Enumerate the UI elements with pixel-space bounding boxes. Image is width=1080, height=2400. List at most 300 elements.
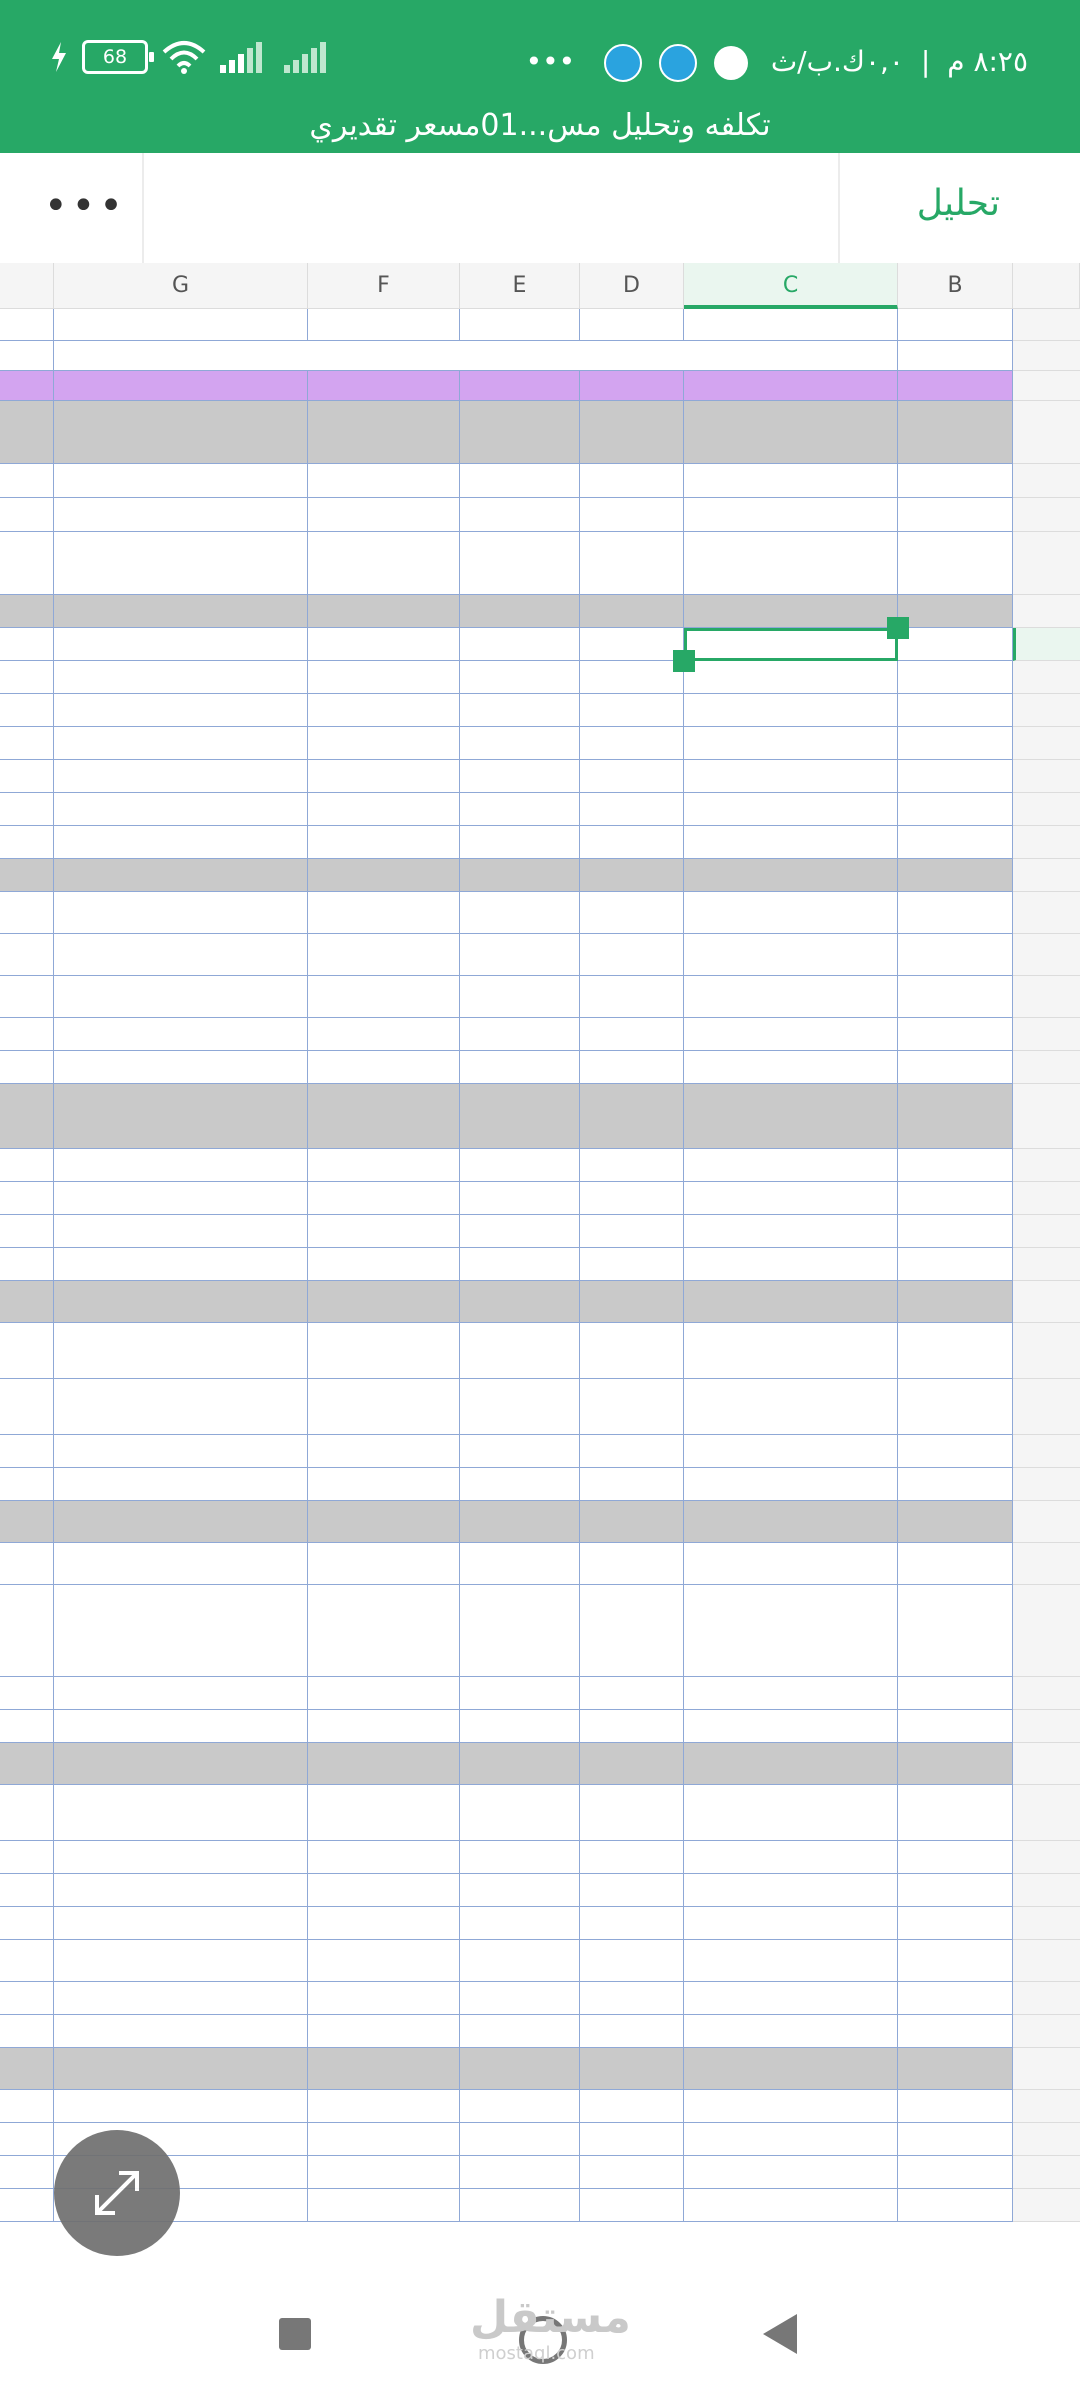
cell-f[interactable] <box>308 628 460 661</box>
cell-d[interactable] <box>580 1940 684 1982</box>
cell-b[interactable] <box>898 401 1013 464</box>
selection-handle-start[interactable] <box>887 617 909 639</box>
cell-d[interactable] <box>580 1182 684 1215</box>
cell-d[interactable] <box>580 1379 684 1435</box>
row-number[interactable] <box>1013 1677 1080 1710</box>
row-number[interactable] <box>1013 1182 1080 1215</box>
row-number[interactable] <box>1013 1323 1080 1379</box>
cell-g[interactable] <box>54 1018 308 1051</box>
cell[interactable] <box>580 1501 684 1543</box>
cell-g[interactable] <box>54 727 308 760</box>
cell[interactable] <box>54 309 308 341</box>
cell-d[interactable] <box>580 934 684 976</box>
cell[interactable] <box>898 1585 1013 1677</box>
cell[interactable] <box>308 1468 460 1501</box>
cell-c[interactable] <box>684 661 898 694</box>
row-number[interactable] <box>1013 1215 1080 1248</box>
cell[interactable] <box>0 1149 54 1182</box>
cell-f[interactable] <box>308 1182 460 1215</box>
cell-g[interactable] <box>54 532 308 595</box>
cell[interactable] <box>0 1281 54 1323</box>
cell-g[interactable] <box>54 1543 308 1585</box>
cell[interactable] <box>460 1084 580 1149</box>
tab-analysis[interactable]: تحليل <box>916 183 1000 224</box>
cell[interactable] <box>580 1248 684 1281</box>
cell[interactable] <box>898 341 1013 371</box>
cell-f[interactable] <box>308 1874 460 1907</box>
cell-d[interactable] <box>580 1215 684 1248</box>
cell-d[interactable] <box>580 595 684 628</box>
cell[interactable] <box>54 2015 308 2048</box>
cell[interactable] <box>898 2015 1013 2048</box>
cell-g[interactable] <box>54 1501 308 1543</box>
cell-d[interactable] <box>580 694 684 727</box>
cell-f[interactable] <box>308 1149 460 1182</box>
row-number[interactable] <box>1013 628 1080 661</box>
cell[interactable] <box>0 401 54 464</box>
cell[interactable] <box>308 1743 460 1785</box>
cell-d[interactable] <box>580 1874 684 1907</box>
cell[interactable] <box>0 1710 54 1743</box>
cell[interactable] <box>54 1468 308 1501</box>
cell[interactable] <box>460 826 580 859</box>
row-number[interactable] <box>1013 498 1080 532</box>
cell[interactable] <box>0 341 54 371</box>
cell[interactable] <box>0 1677 54 1710</box>
cell[interactable] <box>898 793 1013 826</box>
cell[interactable] <box>308 826 460 859</box>
cell-d[interactable] <box>580 1677 684 1710</box>
cell-c[interactable] <box>684 2189 898 2222</box>
cell-d[interactable] <box>580 2156 684 2189</box>
cell[interactable] <box>460 309 580 341</box>
cell-d[interactable] <box>580 2123 684 2156</box>
cell-g[interactable] <box>54 498 308 532</box>
cell-e[interactable] <box>460 2123 580 2156</box>
cell-d[interactable] <box>580 498 684 532</box>
cell-d[interactable] <box>580 1018 684 1051</box>
cell-f[interactable] <box>308 892 460 934</box>
cell-g[interactable] <box>54 401 308 464</box>
cell-f[interactable] <box>308 2189 460 2222</box>
cell-f[interactable] <box>308 1585 460 1677</box>
cell[interactable] <box>460 1248 580 1281</box>
cell-g[interactable] <box>54 793 308 826</box>
cell[interactable] <box>580 401 684 464</box>
cell-c[interactable] <box>684 1323 898 1379</box>
row-number[interactable] <box>1013 760 1080 793</box>
cell[interactable] <box>308 1084 460 1149</box>
cell[interactable] <box>898 498 1013 532</box>
fullscreen-button[interactable] <box>54 2130 180 2256</box>
cell[interactable] <box>54 826 308 859</box>
cell-e[interactable] <box>460 793 580 826</box>
cell[interactable] <box>0 532 54 595</box>
cell-d[interactable] <box>580 532 684 595</box>
cell[interactable] <box>0 661 54 694</box>
row-number[interactable] <box>1013 595 1080 628</box>
cell-f[interactable] <box>308 1940 460 1982</box>
cell[interactable] <box>0 1248 54 1281</box>
cell-c[interactable] <box>684 2156 898 2189</box>
cell-d[interactable] <box>580 661 684 694</box>
cell[interactable] <box>898 1841 1013 1874</box>
row-number[interactable] <box>1013 2156 1080 2189</box>
cell[interactable] <box>308 1710 460 1743</box>
cell[interactable] <box>460 2015 580 2048</box>
cell-c[interactable] <box>684 1543 898 1585</box>
cell-g[interactable] <box>54 1084 308 1149</box>
cell[interactable] <box>898 628 1013 661</box>
header-cell-g[interactable] <box>54 371 308 401</box>
cell[interactable] <box>0 628 54 661</box>
cell-e[interactable] <box>460 1940 580 1982</box>
row-number[interactable] <box>1013 1051 1080 1084</box>
row-number[interactable] <box>1013 1018 1080 1051</box>
row-number[interactable] <box>1013 2048 1080 2090</box>
cell[interactable] <box>684 1248 898 1281</box>
row-number[interactable] <box>1013 1435 1080 1468</box>
cell-g[interactable] <box>54 2048 308 2090</box>
cell[interactable] <box>308 1501 460 1543</box>
cell[interactable] <box>0 2156 54 2189</box>
cell[interactable] <box>308 859 460 892</box>
cell-e[interactable] <box>460 859 580 892</box>
row-number[interactable] <box>1013 532 1080 595</box>
cell-d[interactable] <box>580 892 684 934</box>
row-number[interactable] <box>1013 727 1080 760</box>
cell-c[interactable] <box>684 727 898 760</box>
column-header-d[interactable]: D <box>580 263 684 309</box>
cell-e[interactable] <box>460 694 580 727</box>
cell-d[interactable] <box>580 1982 684 2015</box>
cell-c[interactable] <box>684 1677 898 1710</box>
cell-g[interactable] <box>54 628 308 661</box>
cell[interactable] <box>898 1543 1013 1585</box>
cell-e[interactable] <box>460 1982 580 2015</box>
cell-e[interactable] <box>460 934 580 976</box>
cell-d[interactable] <box>580 793 684 826</box>
cell[interactable] <box>54 1248 308 1281</box>
cell-f[interactable] <box>308 1785 460 1841</box>
cell-f[interactable] <box>308 1982 460 2015</box>
cell-g[interactable] <box>54 1874 308 1907</box>
cell[interactable] <box>898 309 1013 341</box>
cell-g[interactable] <box>54 1841 308 1874</box>
column-header-e[interactable]: E <box>460 263 580 309</box>
cell[interactable] <box>580 1743 684 1785</box>
cell[interactable] <box>0 1084 54 1149</box>
cell[interactable] <box>898 826 1013 859</box>
selection-handle-end[interactable] <box>673 650 695 672</box>
cell-f[interactable] <box>308 1379 460 1435</box>
cell-d[interactable] <box>580 1323 684 1379</box>
cell-e[interactable] <box>460 727 580 760</box>
cell[interactable] <box>580 826 684 859</box>
header-cell-d[interactable] <box>580 371 684 401</box>
cell-f[interactable] <box>308 727 460 760</box>
cell[interactable] <box>580 2048 684 2090</box>
cell-g[interactable] <box>54 1215 308 1248</box>
cell[interactable] <box>898 2156 1013 2189</box>
cell-c[interactable] <box>684 1585 898 1677</box>
cell-g[interactable] <box>54 2090 308 2123</box>
cell-c[interactable] <box>684 1182 898 1215</box>
cell[interactable] <box>580 1468 684 1501</box>
cell[interactable] <box>684 2048 898 2090</box>
more-menu-button[interactable]: ••• <box>44 183 127 229</box>
cell-g[interactable] <box>54 464 308 498</box>
row-number[interactable] <box>1013 1874 1080 1907</box>
cell[interactable] <box>0 1468 54 1501</box>
cell[interactable] <box>580 309 684 341</box>
cell[interactable] <box>898 934 1013 976</box>
row-number[interactable] <box>1013 341 1080 371</box>
cell[interactable] <box>308 1051 460 1084</box>
cell-c[interactable] <box>684 1435 898 1468</box>
cell[interactable] <box>0 464 54 498</box>
cell-g[interactable] <box>54 595 308 628</box>
cell[interactable] <box>898 1677 1013 1710</box>
cell-d[interactable] <box>580 1435 684 1468</box>
cell[interactable] <box>0 892 54 934</box>
cell-g[interactable] <box>54 892 308 934</box>
cell[interactable] <box>898 1940 1013 1982</box>
row-number[interactable] <box>1013 793 1080 826</box>
cell-c[interactable] <box>684 498 898 532</box>
row-number[interactable] <box>1013 826 1080 859</box>
cell-g[interactable] <box>54 1435 308 1468</box>
cell-d[interactable] <box>580 976 684 1018</box>
cell[interactable] <box>0 1743 54 1785</box>
cell-c[interactable] <box>684 1907 898 1940</box>
cell-c[interactable] <box>684 1215 898 1248</box>
cell-c[interactable] <box>684 976 898 1018</box>
cell-g[interactable] <box>54 934 308 976</box>
cell[interactable] <box>580 2015 684 2048</box>
cell-f[interactable] <box>308 1018 460 1051</box>
cell[interactable] <box>308 2048 460 2090</box>
column-header-g[interactable]: G <box>54 263 308 309</box>
column-header-c[interactable]: C <box>684 263 898 309</box>
row-number[interactable] <box>1013 1982 1080 2015</box>
cell[interactable] <box>684 1710 898 1743</box>
cell-e[interactable] <box>460 1874 580 1907</box>
cell[interactable] <box>898 1182 1013 1215</box>
cell[interactable] <box>0 309 54 341</box>
cell[interactable] <box>0 2189 54 2222</box>
cell-g[interactable] <box>54 760 308 793</box>
cell[interactable] <box>898 1379 1013 1435</box>
recents-button[interactable] <box>279 2318 311 2350</box>
row-number[interactable] <box>1013 1841 1080 1874</box>
row-number[interactable] <box>1013 892 1080 934</box>
cell[interactable] <box>0 1501 54 1543</box>
row-number[interactable] <box>1013 1585 1080 1677</box>
cell-c[interactable] <box>684 1018 898 1051</box>
cell-f[interactable] <box>308 1323 460 1379</box>
cell-g[interactable] <box>54 1323 308 1379</box>
cell[interactable] <box>898 1051 1013 1084</box>
cell-d[interactable] <box>580 1785 684 1841</box>
cell[interactable] <box>898 727 1013 760</box>
cell[interactable] <box>0 595 54 628</box>
cell-b[interactable] <box>898 1084 1013 1149</box>
cell[interactable] <box>54 1710 308 1743</box>
cell-g[interactable] <box>54 694 308 727</box>
cell[interactable] <box>898 2189 1013 2222</box>
header-cell-partial[interactable] <box>0 371 54 401</box>
cell[interactable] <box>308 401 460 464</box>
cell-e[interactable] <box>460 532 580 595</box>
cell[interactable] <box>0 1907 54 1940</box>
cell-g[interactable] <box>54 661 308 694</box>
cell[interactable] <box>898 1149 1013 1182</box>
cell-f[interactable] <box>308 2156 460 2189</box>
cell[interactable] <box>898 1215 1013 1248</box>
cell[interactable] <box>0 934 54 976</box>
cell[interactable] <box>460 1468 580 1501</box>
cell[interactable] <box>684 1051 898 1084</box>
cell[interactable] <box>0 1874 54 1907</box>
cell-e[interactable] <box>460 1907 580 1940</box>
cell[interactable] <box>580 1281 684 1323</box>
cell-e[interactable] <box>460 1785 580 1841</box>
cell-e[interactable] <box>460 628 580 661</box>
cell[interactable] <box>684 1084 898 1149</box>
cell[interactable] <box>898 1982 1013 2015</box>
cell-g[interactable] <box>54 1982 308 2015</box>
cell-e[interactable] <box>460 1018 580 1051</box>
row-number[interactable] <box>1013 2189 1080 2222</box>
cell[interactable] <box>684 2015 898 2048</box>
cell-d[interactable] <box>580 760 684 793</box>
cell[interactable] <box>460 401 580 464</box>
cell-f[interactable] <box>308 1435 460 1468</box>
cell-d[interactable] <box>580 628 684 661</box>
cell-c[interactable] <box>684 2123 898 2156</box>
cell-e[interactable] <box>460 1149 580 1182</box>
cell[interactable] <box>684 1743 898 1785</box>
cell-b[interactable] <box>898 1281 1013 1323</box>
cell[interactable] <box>0 498 54 532</box>
cell-g[interactable] <box>54 1907 308 1940</box>
cell[interactable] <box>0 1051 54 1084</box>
cell[interactable] <box>898 976 1013 1018</box>
cell[interactable] <box>0 694 54 727</box>
row-number[interactable] <box>1013 1940 1080 1982</box>
cell-b[interactable] <box>898 2048 1013 2090</box>
cell[interactable] <box>0 760 54 793</box>
cell-g[interactable] <box>54 859 308 892</box>
cell[interactable] <box>580 1051 684 1084</box>
cell-d[interactable] <box>580 727 684 760</box>
column-header-partial[interactable] <box>0 263 54 309</box>
cell[interactable] <box>0 1018 54 1051</box>
cell[interactable] <box>684 595 898 628</box>
cell-b[interactable] <box>898 1501 1013 1543</box>
cell-b[interactable] <box>898 595 1013 628</box>
cell[interactable] <box>0 1379 54 1435</box>
cell-g[interactable] <box>54 1940 308 1982</box>
cell[interactable] <box>0 1323 54 1379</box>
row-number[interactable] <box>1013 1468 1080 1501</box>
cell[interactable] <box>898 2090 1013 2123</box>
cell-f[interactable] <box>308 498 460 532</box>
cell[interactable] <box>898 1435 1013 1468</box>
cell-e[interactable] <box>460 1435 580 1468</box>
cell-e[interactable] <box>460 1323 580 1379</box>
cell[interactable] <box>898 694 1013 727</box>
select-all-corner[interactable] <box>1013 263 1080 309</box>
cell[interactable] <box>898 1248 1013 1281</box>
cell-g[interactable] <box>54 1585 308 1677</box>
cell[interactable] <box>898 661 1013 694</box>
cell-f[interactable] <box>308 1907 460 1940</box>
cell-c[interactable] <box>684 1379 898 1435</box>
cell[interactable] <box>898 1468 1013 1501</box>
cell[interactable] <box>0 1982 54 2015</box>
cell-g[interactable] <box>54 1677 308 1710</box>
cell-c[interactable] <box>684 934 898 976</box>
cell-c[interactable] <box>684 2090 898 2123</box>
cell[interactable] <box>460 2048 580 2090</box>
cell[interactable] <box>0 2090 54 2123</box>
row-number[interactable] <box>1013 1281 1080 1323</box>
cell-e[interactable] <box>460 892 580 934</box>
cell[interactable] <box>0 2123 54 2156</box>
row-number[interactable] <box>1013 2123 1080 2156</box>
cell[interactable] <box>308 309 460 341</box>
row-number[interactable] <box>1013 1379 1080 1435</box>
row-number[interactable] <box>1013 401 1080 464</box>
cell-f[interactable] <box>308 694 460 727</box>
row-number[interactable] <box>1013 859 1080 892</box>
row-number[interactable] <box>1013 1149 1080 1182</box>
row-number[interactable] <box>1013 1084 1080 1149</box>
cell[interactable] <box>0 976 54 1018</box>
cell-c[interactable] <box>684 532 898 595</box>
cell[interactable] <box>460 1051 580 1084</box>
row-number[interactable] <box>1013 371 1080 401</box>
cell-f[interactable] <box>308 1215 460 1248</box>
cell-c[interactable] <box>684 1149 898 1182</box>
cell[interactable] <box>0 1182 54 1215</box>
cell-f[interactable] <box>308 661 460 694</box>
cell-d[interactable] <box>580 1907 684 1940</box>
cell[interactable] <box>308 1281 460 1323</box>
cell[interactable] <box>898 1874 1013 1907</box>
column-header-b[interactable]: B <box>898 263 1013 309</box>
cell[interactable] <box>0 727 54 760</box>
cell[interactable] <box>308 2015 460 2048</box>
cell[interactable] <box>308 595 460 628</box>
row-number[interactable] <box>1013 309 1080 341</box>
cell-b[interactable] <box>898 1743 1013 1785</box>
cell-c[interactable] <box>684 892 898 934</box>
cell[interactable] <box>898 532 1013 595</box>
cell-e[interactable] <box>460 464 580 498</box>
cell-c[interactable] <box>684 793 898 826</box>
cell-g[interactable] <box>54 1182 308 1215</box>
cell-e[interactable] <box>460 1677 580 1710</box>
cell[interactable] <box>898 1018 1013 1051</box>
cell-f[interactable] <box>308 1677 460 1710</box>
cell[interactable] <box>684 309 898 341</box>
cell-e[interactable] <box>460 1585 580 1677</box>
cell-d[interactable] <box>580 1585 684 1677</box>
row-number[interactable] <box>1013 1785 1080 1841</box>
